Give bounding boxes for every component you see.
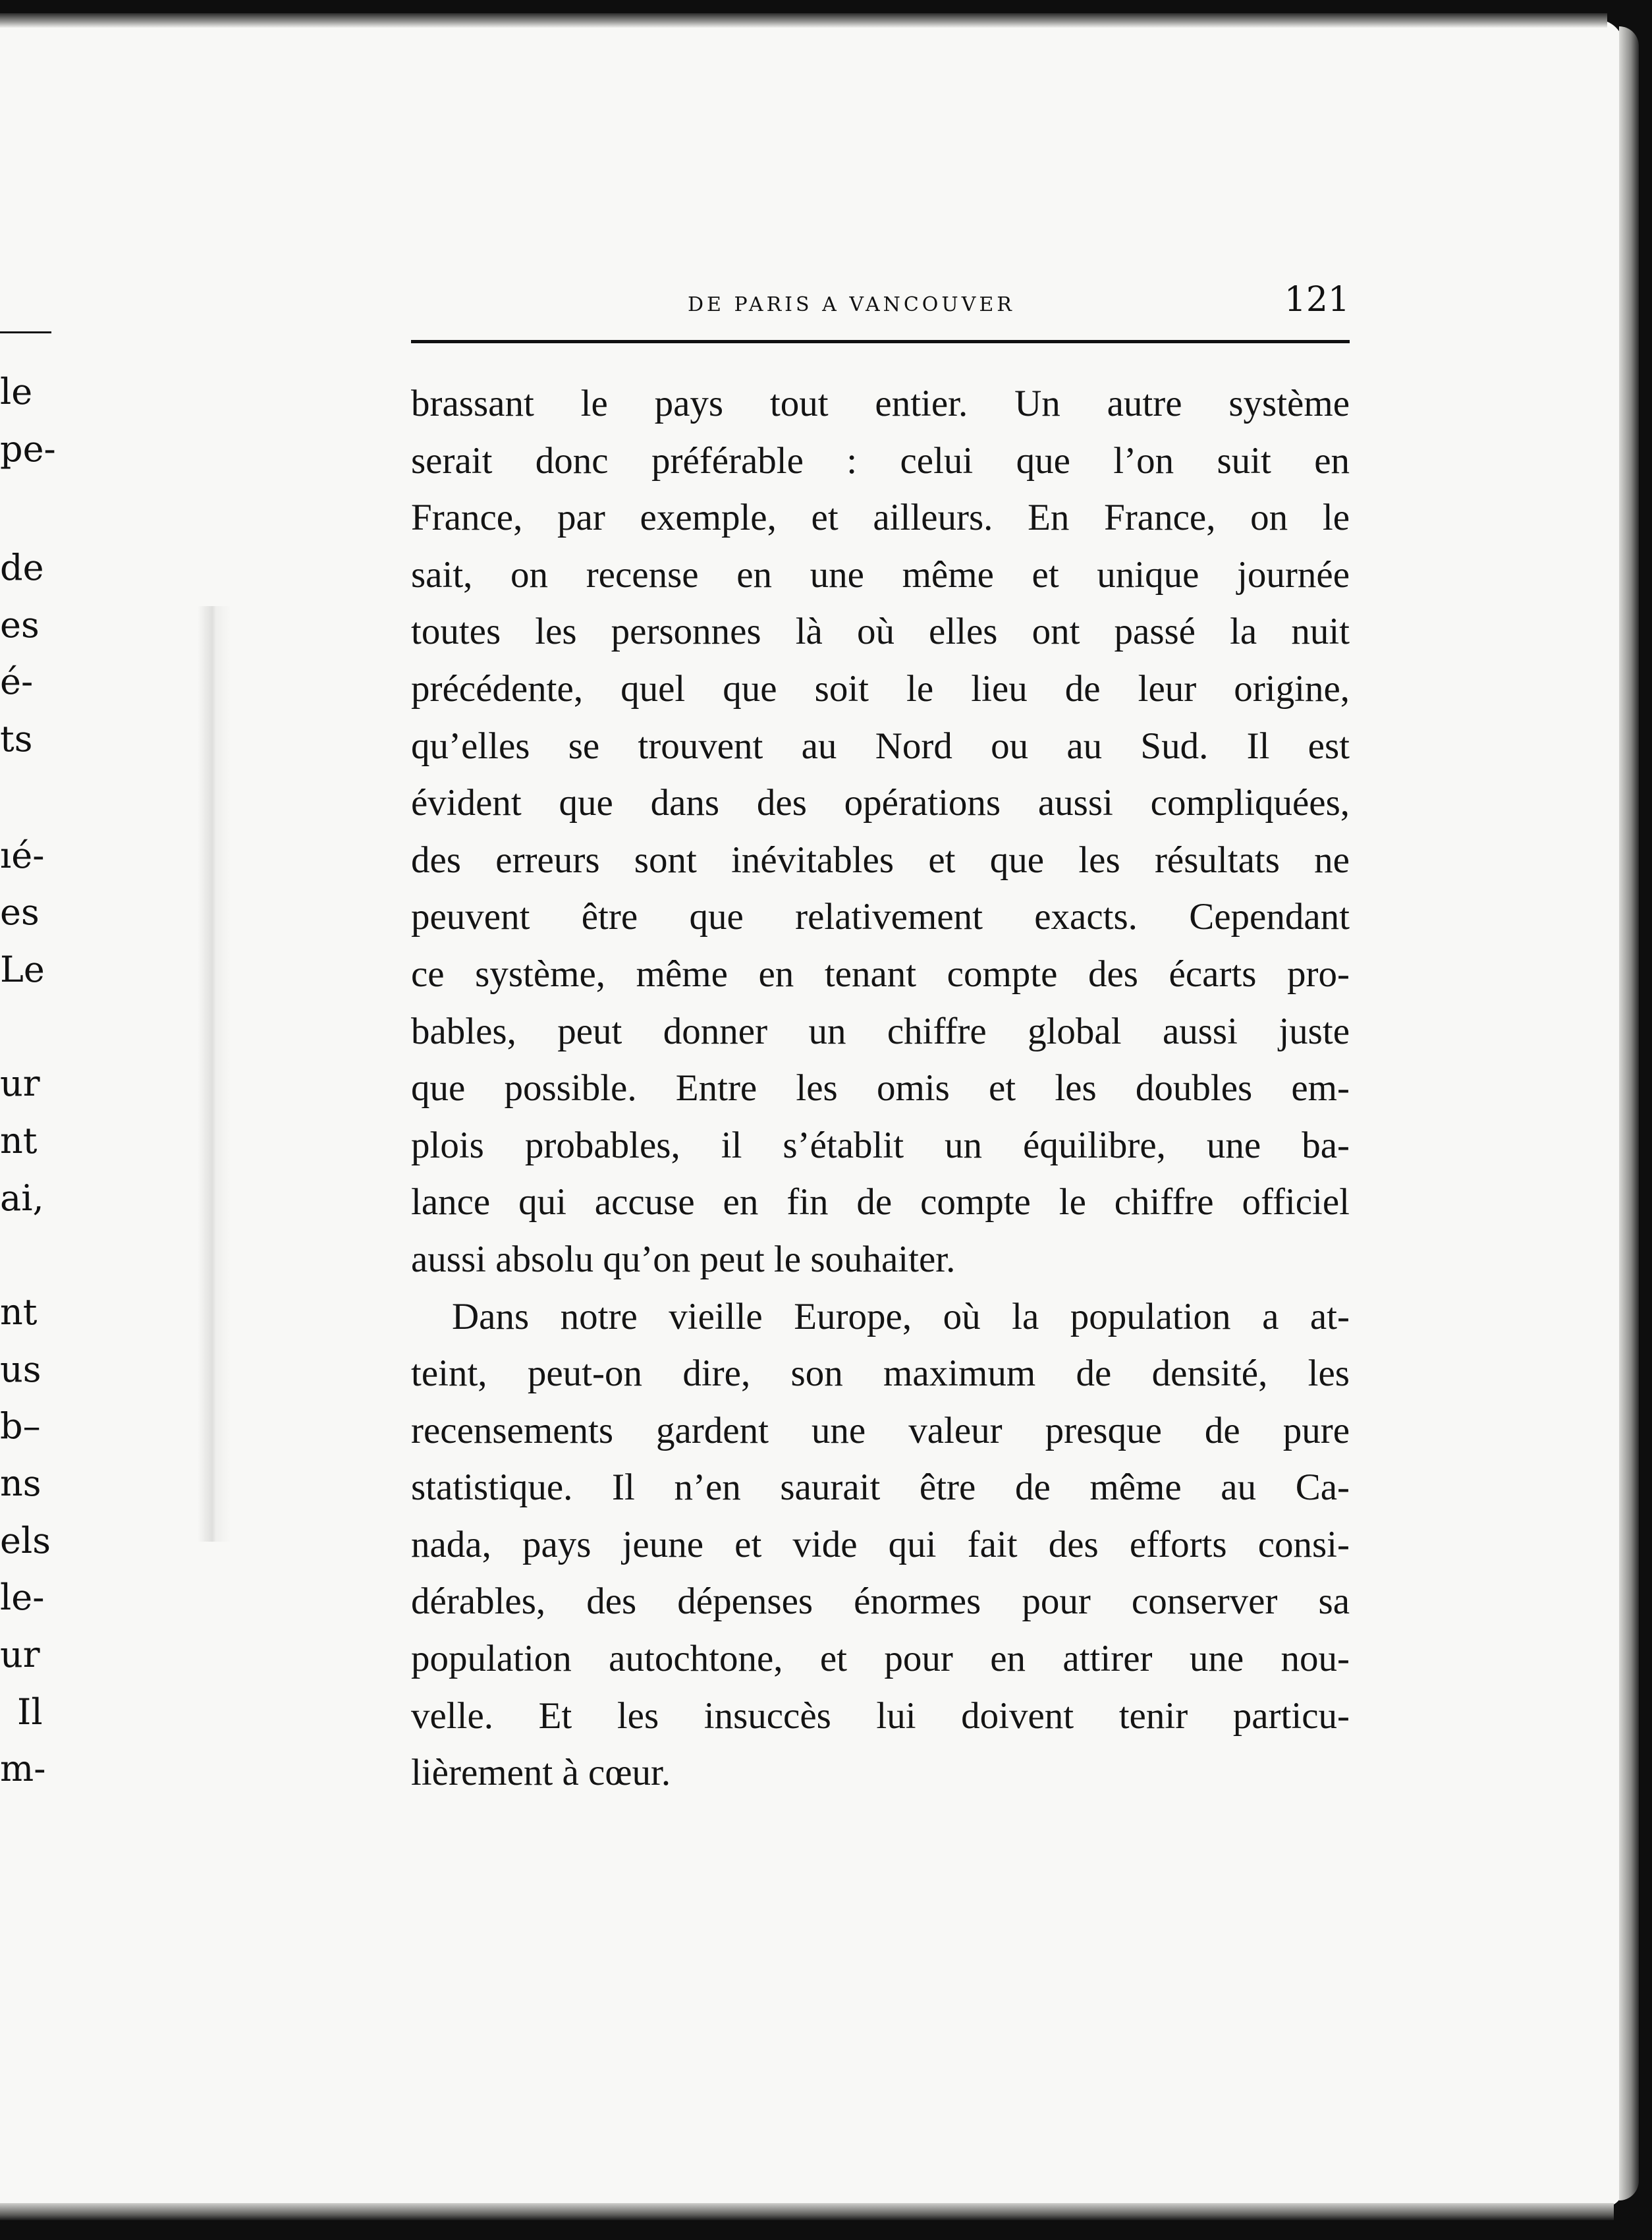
text-line: Dans notre vieille Europe, où la population a at- — [452, 1295, 1350, 1337]
left-fragment: de — [0, 547, 44, 588]
text-line: brassant le pays tout entier. Un autre système — [411, 383, 1350, 424]
left-fragment: ai, — [0, 1177, 44, 1219]
left-fragment: ur — [0, 1063, 40, 1104]
text-line: évident que dans des opérations aussi compliquées, — [411, 782, 1350, 824]
text-line: qu’elles se trouvent au Nord ou au Sud. Il est — [411, 725, 1350, 767]
left-fragment: us — [0, 1349, 41, 1390]
left-fragment: ns — [0, 1463, 41, 1504]
text-line: statistique. Il n’en saurait être de même au Ca- — [411, 1467, 1350, 1509]
text-line: ce système, même en tenant compte des écarts pro- — [411, 953, 1350, 995]
header-rule — [411, 340, 1350, 343]
paragraph-1 — [411, 382, 1350, 1295]
left-fragment: nt — [0, 1120, 38, 1162]
left-fragment: es — [0, 604, 40, 646]
left-fragment: els — [0, 1520, 51, 1561]
text-line: recensements gardent une valeur presque de pure — [411, 1409, 1350, 1451]
text-line: dérables, des dépenses énormes pour conserver sa — [411, 1581, 1350, 1623]
text-line: population autochtone, et pour en attirer une nou- — [411, 1638, 1350, 1680]
text-line: nada, pays jeune et vide qui fait des efforts consi- — [411, 1523, 1350, 1565]
paragraph-2 — [411, 1295, 1350, 1808]
page-bottom-edge — [0, 2203, 1614, 2220]
body-text — [411, 382, 1350, 1808]
page-number: 121 — [1284, 280, 1350, 320]
page-right-edge — [1619, 26, 1639, 2200]
left-fragment: pe- — [0, 428, 56, 470]
text-line: bables, peut donner un chiffre global aussi juste — [411, 1010, 1350, 1052]
left-fragment: le- — [0, 1577, 45, 1618]
text-line: lance qui accuse en fin de compte le chiffre officiel — [411, 1181, 1350, 1223]
text-line: toutes les personnes là où elles ont passé la nuit — [411, 611, 1350, 653]
running-head: DE PARIS A VANCOUVER — [688, 293, 1015, 316]
text-line: des erreurs sont inévitables et que les résultats ne — [411, 839, 1350, 881]
left-fragment: Le — [0, 949, 45, 990]
text-line: sait, on recense en une même et unique journée — [411, 553, 1350, 596]
text-line: plois probables, il s’établit un équilibre, une ba- — [411, 1124, 1350, 1166]
left-fragment: m- — [0, 1748, 46, 1789]
left-fragment: b– — [0, 1405, 41, 1447]
left-fragment: ts — [0, 718, 33, 760]
page-header — [411, 280, 1350, 326]
left-fragment: es — [0, 891, 40, 933]
text-line: serait donc préférable : celui que l’on suit en — [411, 439, 1350, 482]
text-line: peuvent être que relativement exacts. Cependant — [411, 896, 1350, 938]
left-fragment: le — [0, 371, 33, 412]
left-fragment: nt — [0, 1291, 38, 1333]
gutter-shadow — [198, 606, 231, 1542]
text-line: que possible. Entre les omis et les doubles em- — [411, 1067, 1350, 1109]
left-fragment: ur — [0, 1634, 40, 1675]
text-line: teint, peut-on dire, son maximum de densité, les — [411, 1353, 1350, 1395]
left-fragment: é- — [0, 661, 34, 702]
page-top-edge — [0, 13, 1607, 28]
text-line: aussi absolu qu’on peut le souhaiter. — [411, 1238, 956, 1280]
text-line: velle. Et les insuccès lui doivent tenir particu- — [411, 1694, 1350, 1737]
left-page-cropped-text — [0, 0, 79, 2240]
left-page-header-rule — [0, 331, 51, 333]
left-fragment: Il — [17, 1691, 43, 1733]
left-fragment: ıé- — [0, 835, 45, 876]
text-line: France, par exemple, et ailleurs. En France, on le — [411, 497, 1350, 539]
text-line: précédente, quel que soit le lieu de leur origine, — [411, 667, 1350, 710]
text-line: lièrement à cœur. — [411, 1752, 671, 1794]
